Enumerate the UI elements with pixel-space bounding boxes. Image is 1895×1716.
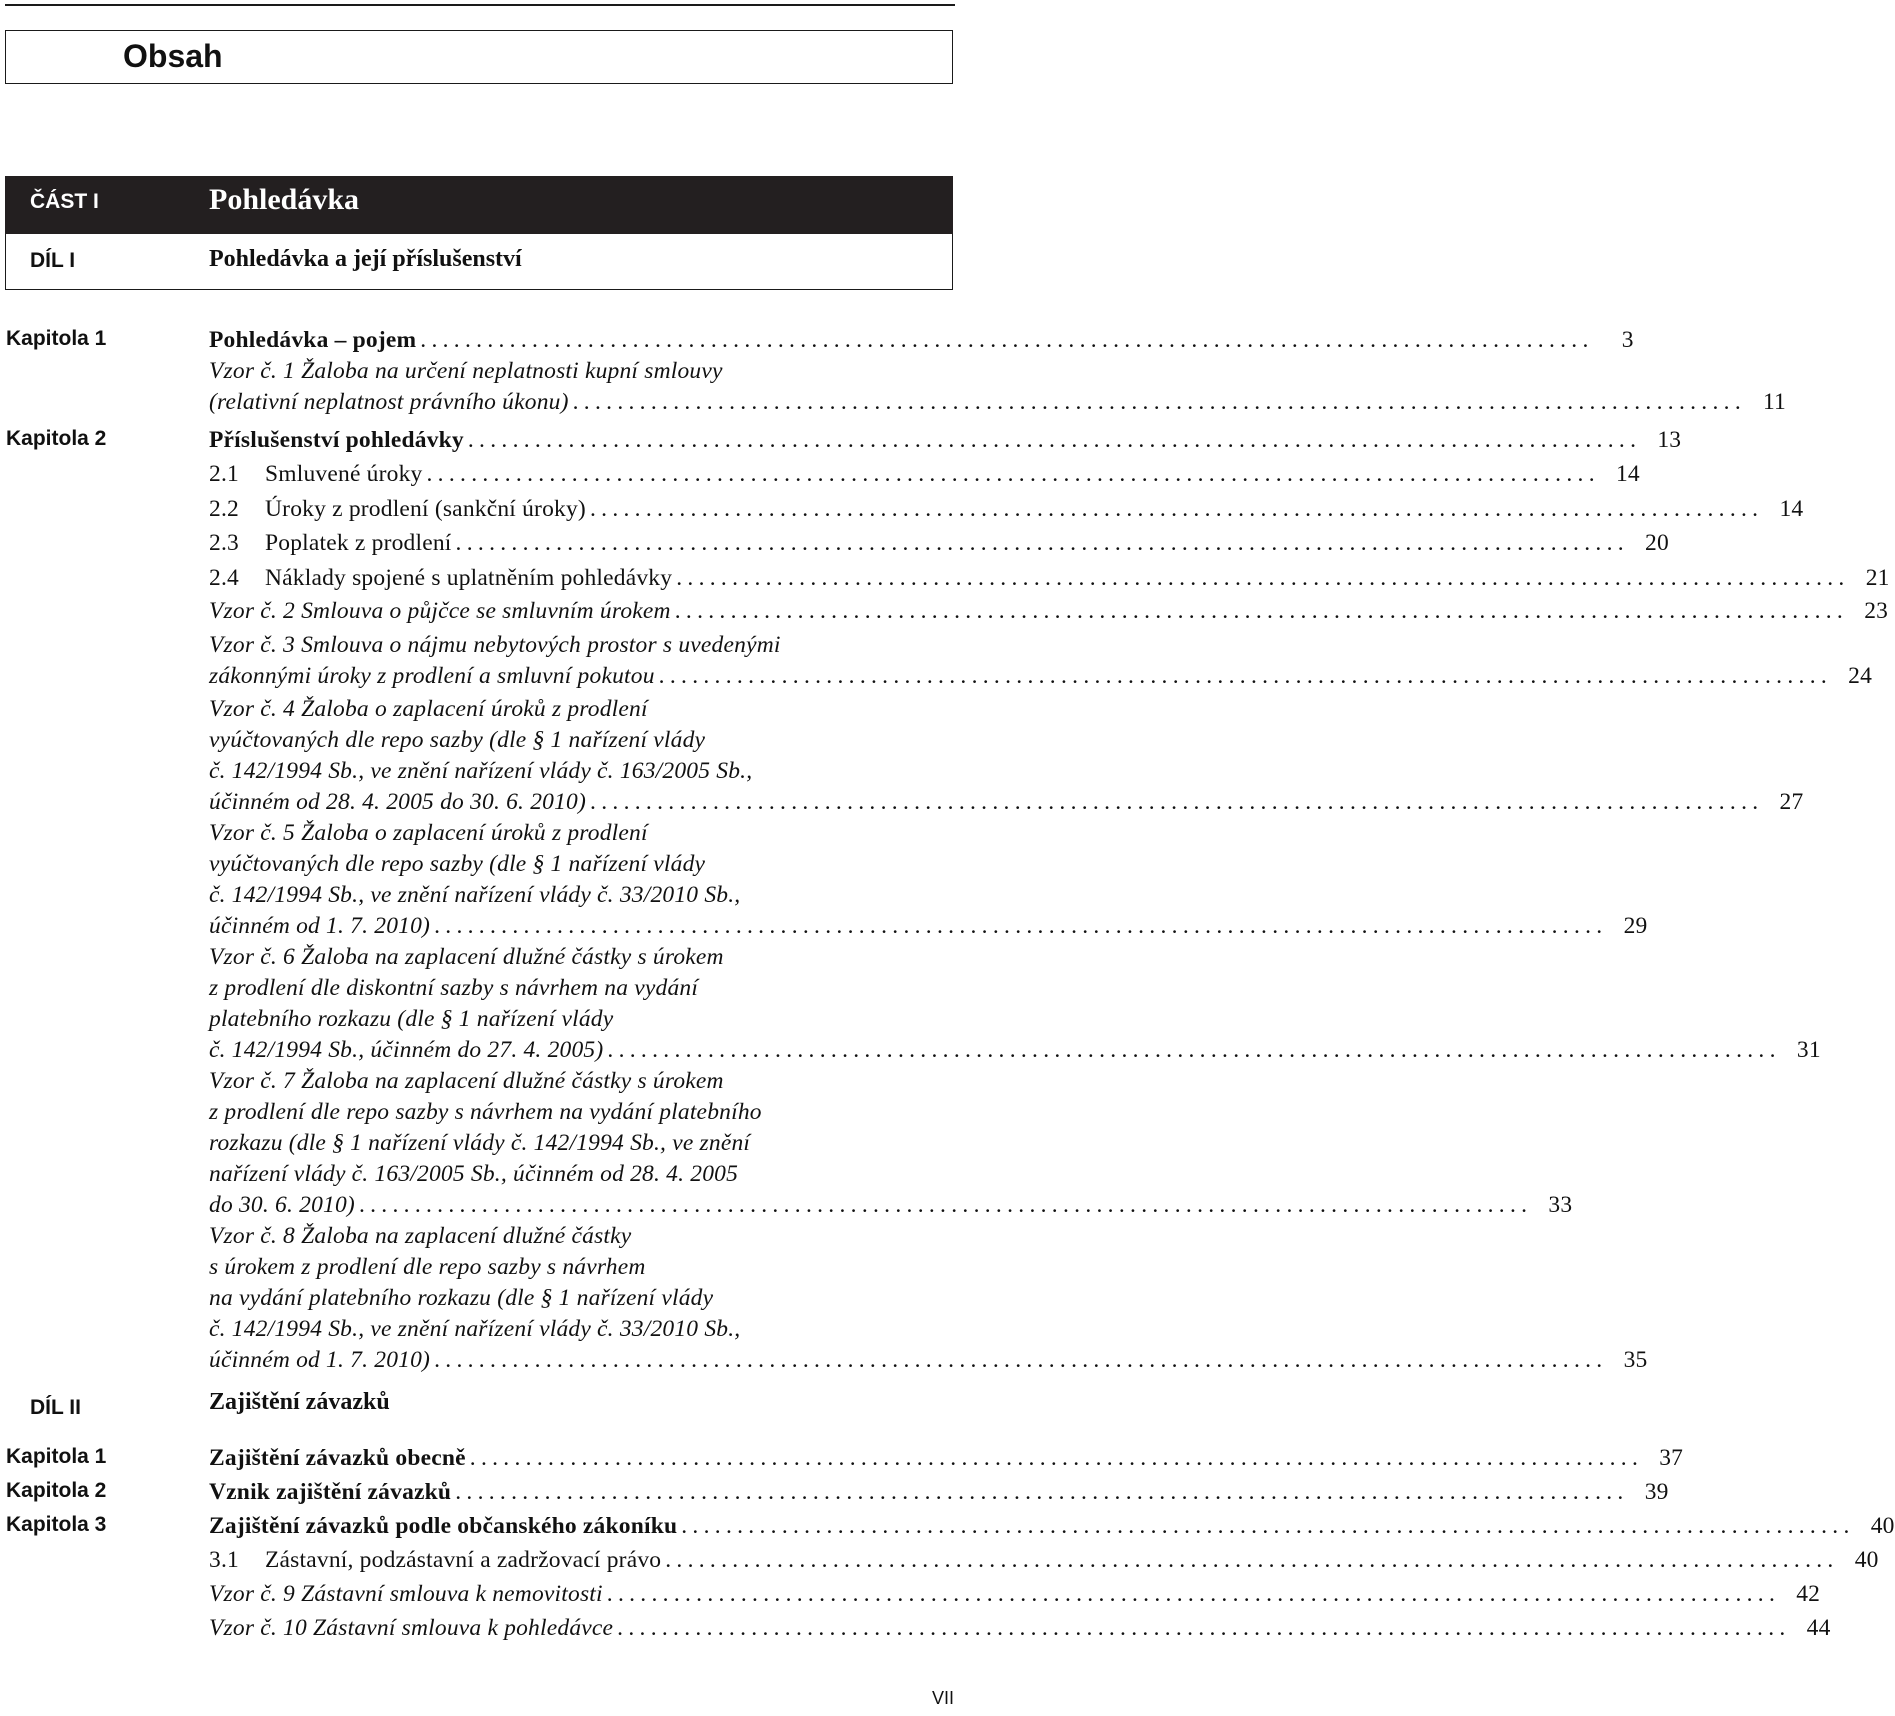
top-rule (5, 4, 955, 6)
entry-title (209, 1579, 603, 1610)
leader-dots: ......................................................................................................... (467, 427, 1642, 453)
dil1-title: Pohledávka a její příslušenství (209, 246, 522, 272)
entry-title (209, 1477, 451, 1508)
page-number: VII (931, 1688, 954, 1708)
chapter-label: Kapitola 1 (6, 327, 107, 350)
entry-last-line (209, 911, 1648, 942)
entry-title (209, 1511, 677, 1542)
entry-line: Vzor č. 6 Žaloba na zaplacení dlužné částky s úrokem (209, 944, 724, 970)
leader-dots: ......................................................................................................... (676, 565, 1850, 591)
entry-line: Vzor č. 4 Žaloba o zaplacení úroků z prodlení (209, 696, 648, 722)
page-ref: 11 (1762, 389, 1786, 415)
leader-dots: ......................................................................................................... (455, 1479, 1629, 1505)
toc-entry[interactable] (209, 356, 1786, 418)
leader-dots: ......................................................................................................... (658, 663, 1833, 689)
page-ref: 33 (1548, 1192, 1573, 1218)
chapter-label: Kapitola 1 (6, 1445, 107, 1468)
page-ref: 29 (1623, 913, 1648, 939)
entry-last-line (209, 1345, 1648, 1376)
entry-last-line (209, 787, 1804, 818)
page-title: Obsah (123, 38, 223, 74)
page-ref: 24 (1848, 663, 1873, 689)
entry-title (209, 459, 423, 490)
entry-text: účinném od 1. 7. 2010) (209, 1347, 431, 1373)
entry-title (209, 661, 655, 692)
entry-line: Vzor č. 7 Žaloba na zaplacení dlužné částky s úrokem (209, 1068, 724, 1094)
entry-title (209, 563, 672, 594)
leader-dots: ......................................................................................................... (617, 1615, 1791, 1641)
entry-line: vyúčtovaných dle repo sazby (dle § 1 nařízení vlády (209, 727, 706, 753)
entry-line: nařízení vlády č. 163/2005 Sb., účinném od 28. 4. 2005 (209, 1161, 739, 1187)
entry-title (209, 425, 464, 456)
leader-dots: ......................................................................................................... (434, 1347, 1608, 1373)
entry-last-line (209, 387, 1786, 418)
entry-last-line (209, 425, 1682, 456)
entry-last-line (209, 1579, 1821, 1610)
chapter-label: Kapitola 3 (6, 1513, 107, 1536)
page-ref: 14 (1615, 461, 1640, 487)
toc-entry[interactable] (209, 630, 1873, 692)
toc-entry[interactable] (209, 1511, 1895, 1542)
page-ref: 40 (1854, 1547, 1879, 1573)
leader-dots: ......................................................................................................... (572, 389, 1746, 415)
leader-dots: ......................................................................................................... (589, 496, 1764, 522)
entry-text: účinném od 1. 7. 2010) (209, 913, 431, 939)
leader-dots: ......................................................................................................... (455, 530, 1629, 556)
entry-text: zákonnými úroky z prodlení a smluvní pokutou (209, 663, 655, 689)
toc-entry[interactable] (209, 325, 1634, 356)
entry-text: Vzor č. 9 Zástavní smlouva k nemovitosti (209, 1581, 603, 1607)
toc-entry[interactable] (209, 494, 1804, 525)
page-ref: 40 (1870, 1513, 1895, 1539)
part-band (5, 176, 953, 234)
entry-last-line (209, 596, 1889, 627)
entry-last-line (209, 1511, 1895, 1542)
entry-line: Vzor č. 1 Žaloba na určení neplatnosti kupní smlouvy (209, 358, 723, 384)
toc-entry[interactable] (209, 528, 1669, 559)
page-ref: 27 (1779, 789, 1804, 815)
page-ref: 37 (1659, 1445, 1684, 1471)
entry-text: Úroky z prodlení (sankční úroky) (265, 496, 586, 522)
dil2-label: DÍL II (30, 1396, 81, 1419)
leader-dots: ......................................................................................................... (665, 1547, 1839, 1573)
dil2-title: Zajištění závazků (209, 1389, 390, 1415)
toc-entry[interactable] (209, 459, 1640, 490)
entry-text: Poplatek z prodlení (265, 530, 452, 556)
dil1-label: DÍL I (30, 249, 76, 272)
page-ref: 44 (1806, 1615, 1831, 1641)
entry-line: č. 142/1994 Sb., ve znění nařízení vlády č. 33/2010 Sb., (209, 882, 741, 908)
leader-dots: ......................................................................................................... (681, 1513, 1855, 1539)
entry-line: rozkazu (dle § 1 nařízení vlády č. 142/1994 Sb., ve znění (209, 1130, 751, 1156)
toc-entry[interactable] (209, 1545, 1879, 1576)
page-ref: 13 (1657, 427, 1682, 453)
toc-entry[interactable] (209, 1221, 1648, 1376)
page-ref: 31 (1796, 1037, 1821, 1063)
entry-last-line (209, 494, 1804, 525)
entry-line: platebního rozkazu (dle § 1 nařízení vlády (209, 1006, 614, 1032)
entry-last-line (209, 1443, 1684, 1474)
leader-dots: ......................................................................................................... (590, 789, 1764, 815)
section-number: 3.1 (209, 1547, 239, 1573)
entry-last-line (209, 1613, 1831, 1644)
entry-text: Náklady spojené s uplatněním pohledávky (265, 565, 673, 591)
entry-text: (relativní neplatnost právního úkonu) (209, 389, 569, 415)
section-number: 2.4 (209, 565, 239, 591)
toc-entry[interactable] (209, 818, 1648, 942)
entry-line: z prodlení dle diskontní sazby s návrhem na vydání (209, 975, 699, 1001)
entry-title (209, 387, 569, 418)
chapter-label: Kapitola 2 (6, 1479, 107, 1502)
entry-title (209, 1443, 466, 1474)
page-ref: 23 (1864, 598, 1889, 624)
section-number: 2.3 (209, 530, 239, 556)
leader-dots: ......................................................................................................... (606, 1581, 1781, 1607)
entry-last-line (209, 459, 1640, 490)
entry-text: do 30. 6. 2010) (209, 1192, 355, 1218)
entry-text: účinném od 28. 4. 2005 do 30. 6. 2010) (209, 789, 587, 815)
entry-last-line (209, 1545, 1879, 1576)
leader-dots: ......................................................................................................... (607, 1037, 1781, 1063)
leader-dots: ......................................................................................................... (469, 1445, 1644, 1471)
entry-title (209, 325, 416, 356)
entry-title (209, 911, 430, 942)
entry-line: s úrokem z prodlení dle repo sazby s návrhem (209, 1254, 646, 1280)
entry-text: Zajištění závazků podle občanského zákoníku (209, 1513, 678, 1539)
section-number: 2.1 (209, 461, 239, 487)
part-label: ČÁST I (30, 190, 99, 213)
entry-title (209, 494, 586, 525)
toc-entry[interactable] (209, 1066, 1573, 1221)
section-number: 2.2 (209, 496, 239, 522)
entry-text: Pohledávka – pojem (209, 327, 417, 353)
entry-line: č. 142/1994 Sb., ve znění nařízení vlády č. 33/2010 Sb., (209, 1316, 741, 1342)
toc-entry[interactable] (209, 596, 1889, 627)
leader-dots: ......................................................................................................... (426, 461, 1600, 487)
entry-title (209, 1190, 355, 1221)
entry-title (209, 596, 671, 627)
entry-text: Vzor č. 10 Zástavní smlouva k pohledávce (209, 1615, 614, 1641)
page-ref: 20 (1645, 530, 1669, 556)
entry-text: Vzor č. 2 Smlouva o půjčce se smluvním úrokem (209, 598, 671, 624)
page-ref: 21 (1865, 565, 1890, 591)
leader-dots: ......................................................................................................... (434, 913, 1608, 939)
toc-entry[interactable] (209, 942, 1821, 1066)
page-ref: 14 (1779, 496, 1804, 522)
toc-entry[interactable] (209, 694, 1804, 818)
entry-title (209, 528, 452, 559)
toc-entry[interactable] (209, 1477, 1669, 1508)
entry-last-line (209, 563, 1890, 594)
entry-line: Vzor č. 3 Smlouva o nájmu nebytových prostor s uvedenými (209, 632, 781, 658)
leader-dots: ......................................................................................................... (358, 1192, 1533, 1218)
leader-dots: ......................................................................................................... (674, 598, 1849, 624)
part-title: Pohledávka (209, 183, 360, 216)
entry-last-line (209, 528, 1669, 559)
entry-title (209, 1613, 613, 1644)
entry-title (209, 1545, 661, 1576)
entry-last-line (209, 325, 1634, 356)
entry-line: č. 142/1994 Sb., ve znění nařízení vlády č. 163/2005 Sb., (209, 758, 753, 784)
entry-line: z prodlení dle repo sazby s návrhem na vydání platebního (209, 1099, 762, 1125)
entry-line: Vzor č. 8 Žaloba na zaplacení dlužné částky (209, 1223, 632, 1249)
entry-line: na vydání platebního rozkazu (dle § 1 nařízení vlády (209, 1285, 714, 1311)
toc-entry[interactable] (209, 1579, 1821, 1610)
page-ref: 42 (1796, 1581, 1821, 1607)
chapter-label: Kapitola 2 (6, 427, 107, 450)
entry-text: Smluvené úroky (265, 461, 423, 487)
entry-title (209, 1345, 430, 1376)
page-ref: 3 (1621, 327, 1634, 353)
entry-text: č. 142/1994 Sb., účinném do 27. 4. 2005) (209, 1037, 604, 1063)
entry-title (209, 1035, 603, 1066)
toc-entry[interactable] (209, 425, 1682, 456)
entry-last-line (209, 1477, 1669, 1508)
page-ref: 39 (1644, 1479, 1669, 1505)
entry-line: Vzor č. 5 Žaloba o zaplacení úroků z prodlení (209, 820, 648, 846)
entry-text: Zajištění závazků obecně (209, 1445, 466, 1471)
entry-last-line (209, 661, 1873, 692)
entry-last-line (209, 1190, 1573, 1221)
entry-text: Zástavní, podzástavní a zadržovací právo (265, 1547, 662, 1573)
entry-line: vyúčtovaných dle repo sazby (dle § 1 nařízení vlády (209, 851, 706, 877)
toc-entry[interactable] (209, 1443, 1684, 1474)
page-ref: 35 (1623, 1347, 1648, 1373)
entry-text: Příslušenství pohledávky (209, 427, 464, 453)
toc-entry[interactable] (209, 563, 1890, 594)
toc-entry[interactable] (209, 1613, 1831, 1644)
entry-title (209, 787, 586, 818)
entry-last-line (209, 1035, 1821, 1066)
entry-text: Vznik zajištění závazků (209, 1479, 452, 1505)
leader-dots: ......................................................................................................... (420, 327, 1594, 353)
